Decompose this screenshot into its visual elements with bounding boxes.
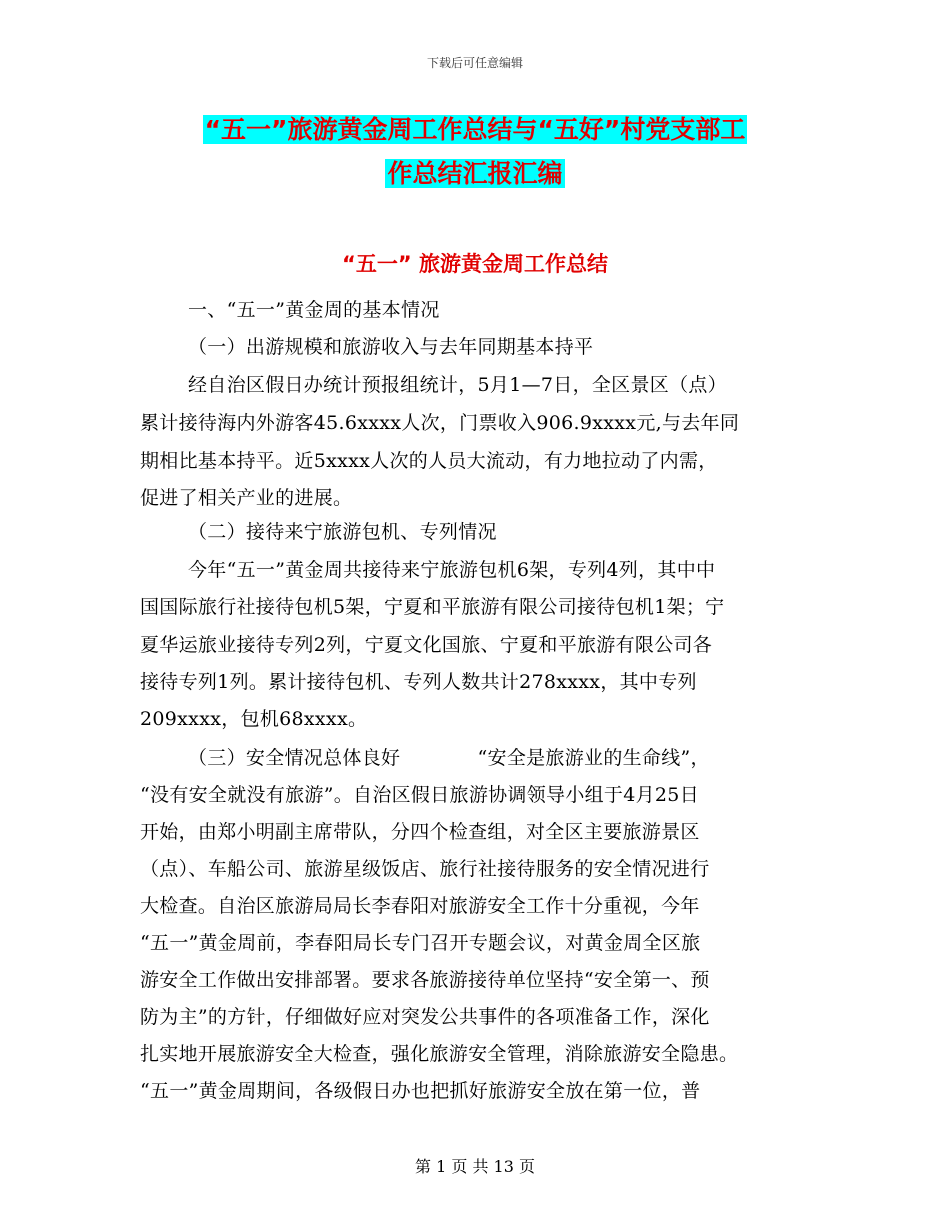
paragraph-line: 今年“五一”黄金周共接待来宁旅游包机6架，专列4列，其中中 <box>188 559 716 581</box>
heading-basic-situation: 一、“五一”黄金周的基本情况 <box>188 299 440 321</box>
paragraph-line: “没有安全就没有旅游”。自治区假日旅游协调领导小组于4月25日 <box>140 784 699 806</box>
paragraph-line: “五一”黄金周期间，各级假日办也把抓好旅游安全放在第一位，普 <box>140 1080 701 1102</box>
section-title: “五一” 旅游黄金周工作总结 <box>342 252 608 276</box>
paragraph-line: 累计接待海内外游客45.6xxxx人次，门票收入906.9xxxx元,与去年同 <box>140 412 740 434</box>
paragraph-line: （点）、车船公司、旅游星级饭店、旅行社接待服务的安全情况进行 <box>140 858 710 880</box>
paragraph-line: 扎实地开展旅游安全大检查，强化旅游安全管理，消除旅游安全隐患。 <box>140 1043 739 1065</box>
subheading-charter-flights: （二）接待来宁旅游包机、专列情况 <box>188 521 497 543</box>
paragraph-line: 开始，由郑小明副主席带队，分四个检查组，对全区主要旅游景区 <box>140 821 700 843</box>
paragraph-line: “五一”黄金周前，李春阳局长专门召开专题会议，对黄金周全区旅 <box>140 932 701 954</box>
paragraph-line: 促进了相关产业的进展。 <box>140 487 353 509</box>
paragraph-line: 期相比基本持平。近5xxxx人次的人员大流动，有力地拉动了内需， <box>140 450 718 472</box>
subheading-tourist-scale: （一）出游规模和旅游收入与去年同期基本持平 <box>188 336 594 358</box>
paragraph-line: 经自治区假日办统计预报组统计，5月1—7日，全区景区（点） <box>188 374 727 396</box>
paragraph-line: 防为主”的方针，仔细做好应对突发公共事件的各项准备工作，深化 <box>140 1006 710 1028</box>
paragraph-line: 游安全工作做出安排部署。要求各旅游接待单位坚持“安全第一、预 <box>140 969 710 991</box>
paragraph-line: 接待专列1列。累计接待包机、专列人数共计278xxxx，其中专列 <box>140 671 697 693</box>
subheading-safety: （三）安全情况总体良好 “安全是旅游业的生命线”， <box>188 747 710 769</box>
paragraph-line: 国国际旅行社接待包机5架，宁夏和平旅游有限公司接待包机1架；宁 <box>140 596 725 618</box>
paragraph-line: 夏华运旅业接待专列2列，宁夏文化国旅、宁夏和平旅游有限公司各 <box>140 634 713 656</box>
paragraph-line: 大检查。自治区旅游局局长李春阳对旅游安全工作十分重视，今年 <box>140 895 700 917</box>
document-title-line-2: 作总结汇报汇编 <box>387 159 563 188</box>
page-number: 第 1 页 共 13 页 <box>415 1157 535 1176</box>
paragraph-line: 209xxxx，包机68xxxx。 <box>140 708 368 730</box>
document-title-line-1: “五一”旅游黄金周工作总结与“五好”村党支部工 <box>204 115 746 144</box>
header-note: 下载后可任意编辑 <box>426 56 523 70</box>
